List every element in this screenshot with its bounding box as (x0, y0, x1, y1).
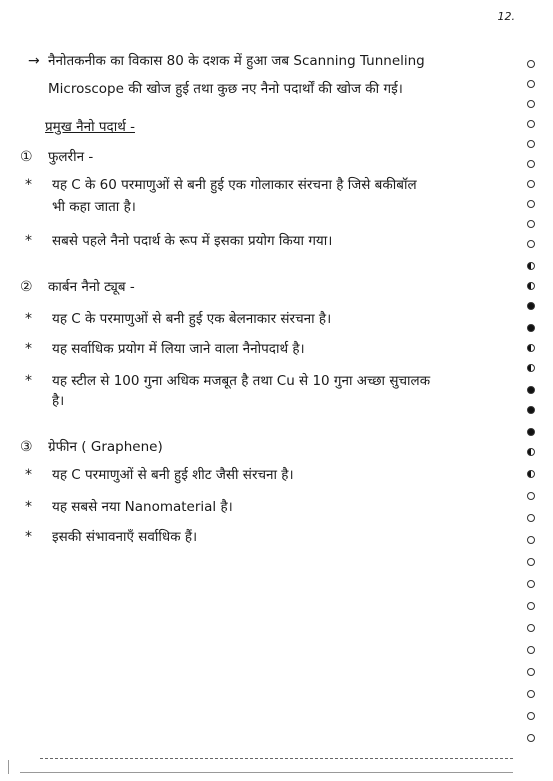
item-1-title: फुलरीन - (48, 149, 94, 165)
item-1-point-1-text-1: यह C के 60 परमाणुओं से बनी हुई एक गोलाकार संरचना है जिसे बकीबॉल (52, 177, 417, 193)
binding-hole-icon (527, 470, 535, 478)
binding-hole-icon (527, 492, 535, 500)
binding-hole-icon (527, 386, 535, 394)
binding-hole-icon (527, 60, 535, 68)
binding-hole-icon (527, 324, 535, 332)
binding-hole-icon (527, 690, 535, 698)
bullet-icon: * (25, 177, 32, 193)
item-3-number: ③ (20, 439, 33, 455)
bullet-icon: * (25, 529, 32, 545)
bullet-icon: * (25, 341, 32, 357)
item-1-number: ① (20, 149, 33, 165)
binding-hole-icon (527, 668, 535, 676)
page-number: 12. (497, 10, 515, 23)
binding-hole-icon (527, 80, 535, 88)
item-2-point-3-text-1: यह स्टील से 100 गुना अधिक मजबूत है तथा Cu से 10 गुना अच्छा सुचालक (52, 373, 431, 389)
section-title-text: प्रमुख नैनो पदार्थ - (45, 119, 135, 135)
binding-hole-icon (527, 624, 535, 632)
margin-mark (8, 760, 9, 774)
bullet-icon: * (25, 311, 32, 327)
binding-hole-icon (527, 646, 535, 654)
binding-hole-icon (527, 220, 535, 228)
item-3-point-2-text: यह सबसे नया Nanomaterial है। (52, 499, 233, 515)
binding-hole-icon (527, 180, 535, 188)
item-3-point-1-text: यह C परमाणुओं से बनी हुई शीट जैसी संरचना है। (52, 467, 294, 483)
item-3-point-3-text: इसकी संभावनाएँ सर्वाधिक हैं। (52, 529, 198, 545)
binding-hole-icon (527, 406, 535, 414)
item-2-title: कार्बन नैनो ट्यूब - (48, 279, 135, 295)
bullet-icon: * (25, 467, 32, 483)
intro-text-1: नैनोतकनीक का विकास 80 के दशक में हुआ जब Scanning Tunneling (48, 53, 425, 69)
intro-text-2: Microscope की खोज हुई तथा कुछ नए नैनो पदार्थों की खोज की गई। (48, 81, 403, 97)
item-2-point-3-text-2: है। (52, 393, 65, 409)
binding-hole-icon (527, 240, 535, 248)
bullet-icon: * (25, 499, 32, 515)
binding-hole-icon (527, 344, 535, 352)
binding-hole-icon (527, 428, 535, 436)
bullet-icon: * (25, 233, 32, 249)
binding-hole-icon (527, 120, 535, 128)
item-1-point-2-text: सबसे पहले नैनो पदार्थ के रूप में इसका प्रयोग किया गया। (52, 233, 333, 249)
binding-hole-icon (527, 160, 535, 168)
binding-holes (521, 40, 541, 760)
binding-hole-icon (527, 282, 535, 290)
bullet-icon: * (25, 373, 32, 389)
binding-hole-icon (527, 602, 535, 610)
arrow-icon: → (28, 53, 40, 69)
item-2-point-1-text: यह C के परमाणुओं से बनी हुई एक बेलनाकार संरचना है। (52, 311, 332, 327)
binding-hole-icon (527, 302, 535, 310)
binding-hole-icon (527, 536, 535, 544)
binding-hole-icon (527, 140, 535, 148)
bottom-edge (20, 772, 513, 773)
item-3-title: ग्रेफीन ( Graphene) (48, 439, 163, 455)
binding-hole-icon (527, 364, 535, 372)
bottom-rule (40, 758, 513, 759)
item-2-point-2-text: यह सर्वाधिक प्रयोग में लिया जाने वाला नैनोपदार्थ है। (52, 341, 305, 357)
binding-hole-icon (527, 712, 535, 720)
binding-hole-icon (527, 734, 535, 742)
binding-hole-icon (527, 558, 535, 566)
item-2-number: ② (20, 279, 33, 295)
binding-hole-icon (527, 100, 535, 108)
binding-hole-icon (527, 200, 535, 208)
item-1-point-1-text-2: भी कहा जाता है। (52, 199, 136, 215)
binding-hole-icon (527, 580, 535, 588)
binding-hole-icon (527, 514, 535, 522)
binding-hole-icon (527, 448, 535, 456)
binding-hole-icon (527, 262, 535, 270)
